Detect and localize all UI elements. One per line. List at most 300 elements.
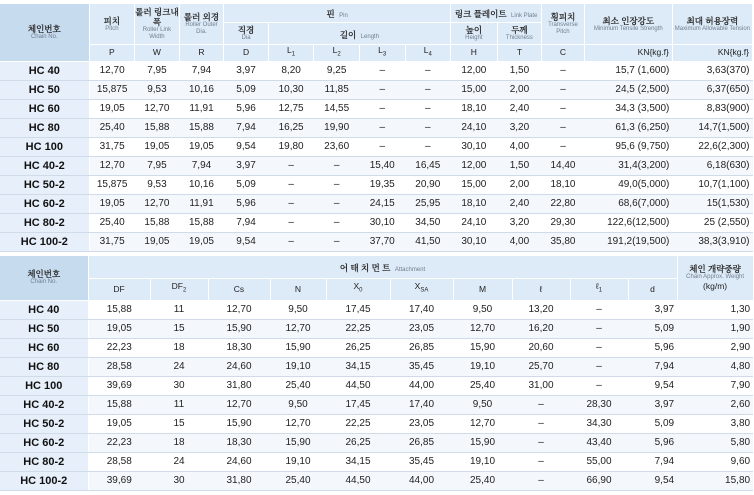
table-cell: 15,90 [208,319,270,338]
table-cell: 18 [150,433,208,452]
table-cell: – [405,137,451,156]
outer-symbol: R [179,45,224,62]
table-cell: – [314,194,360,213]
table-cell: 61,3 (6,250) [584,118,672,137]
width-header-en: Roller Link Width [142,27,172,40]
table-cell: 9,60 [677,452,753,471]
table-cell: 12,00 [451,61,498,80]
table-cell: 34,30 [570,414,628,433]
attach-header-kr: 어 태 치 먼 트 [339,262,391,273]
pin-header [224,4,451,23]
table-cell: 15,90 [453,433,512,452]
table-cell: 15,00 [451,175,498,194]
table-cell: 15,88 [179,213,224,232]
allow-header-en: Maximum Allowable Tension [674,25,751,32]
table-cell: 19,05 [88,414,150,433]
chain-no-header [0,4,89,61]
table-cell: 15,40 [359,156,405,175]
table-cell: 37,70 [359,232,405,251]
attachment-col-header [208,278,270,300]
table-cell: – [542,80,585,99]
table-cell: 19,10 [453,452,512,471]
table-cell: 15,90 [270,338,326,357]
weight-unit: (kg/m) [703,280,728,291]
table-cell: 7,95 [135,61,180,80]
chain-model-cell: HC 60 [0,338,88,357]
table-cell: 5,09 [224,80,269,99]
table-cell: – [268,232,314,251]
thick-symbol: T [497,45,542,62]
table-cell: – [359,61,405,80]
width-symbol: W [135,45,180,62]
table-cell: 18 [150,338,208,357]
table-cell: 24,10 [451,118,498,137]
table-cell: 9,54 [224,137,269,156]
table-cell: 12,70 [89,156,135,175]
attachment-col-header [570,278,628,300]
table-row [0,156,753,175]
table-cell: 25,95 [405,194,451,213]
table-cell: – [405,99,451,118]
table-cell: – [359,137,405,156]
table-cell: 12,70 [89,61,135,80]
table-cell: 3,97 [224,61,269,80]
table-cell: – [570,338,628,357]
table-cell: 35,80 [542,232,585,251]
table-cell: 30,10 [451,232,498,251]
table-row [0,175,753,194]
l1-symbol [268,45,314,62]
table-cell: 24,10 [451,213,498,232]
table-cell: 12,70 [208,395,270,414]
table-cell: 7,94 [179,61,224,80]
chain-model-cell: HC 100 [0,137,89,156]
table-cell: 49,0(5,000) [584,175,672,194]
table-cell: – [512,414,570,433]
chain-model-cell: HC 40-2 [0,156,89,175]
dimensions-table [0,4,753,252]
table-cell: 19,05 [135,232,180,251]
weight-header [677,256,753,300]
table-row [0,452,753,471]
table-cell: 38,3(3,910) [672,232,752,251]
pin-header-en: Pin [339,13,348,19]
attachment-col-header [453,278,512,300]
l4-letter: L [423,45,429,55]
table-cell: 34,15 [326,357,390,376]
table-cell: 19,10 [453,357,512,376]
table-cell: 2,40 [497,194,542,213]
table-cell: 7,90 [677,376,753,395]
table-cell: – [570,319,628,338]
table-cell: 41,50 [405,232,451,251]
height-header [451,23,498,45]
trans-header-en: Transverse Pitch [548,22,578,35]
pin-header-kr: 핀 [326,9,335,19]
l2-sub: 2 [337,51,341,58]
tensile-strength-header [584,4,672,45]
table-cell: 15,80 [677,471,753,490]
table-cell: 10,16 [179,80,224,99]
table-cell: 20,90 [405,175,451,194]
outer-dia-header [179,4,224,45]
table-cell: 24,60 [208,452,270,471]
table-cell: 9,50 [453,300,512,319]
table-cell: 4,80 [677,357,753,376]
table-cell: – [359,80,405,99]
height-symbol: H [451,45,498,62]
table-cell: 28,30 [570,395,628,414]
table-cell: 15,90 [453,338,512,357]
col-subscript: 2 [183,287,187,294]
table-cell: 3,80 [677,414,753,433]
thick-header-en: Thickness [505,35,533,41]
table-cell: 26,25 [326,433,390,452]
table-cell: 2,00 [497,175,542,194]
table-cell: 15,88 [88,395,150,414]
allow-unit: KN{kg.f} [672,45,752,62]
table-cell: 6,18(630) [672,156,752,175]
col-symbol: ℓ [539,283,543,294]
attachment-col-header [628,278,677,300]
chain-model-cell: HC 60-2 [0,433,88,452]
table-cell: 1,90 [677,319,753,338]
table-cell: 20,60 [512,338,570,357]
table-row [0,433,753,452]
l2-letter: L [332,45,338,55]
table-cell: 12,70 [270,319,326,338]
table-cell: 8,20 [268,61,314,80]
table-cell: 10,16 [179,175,224,194]
table-cell: 18,30 [208,433,270,452]
chain-model-cell: HC 60-2 [0,194,89,213]
table-cell: 34,15 [326,452,390,471]
table-cell: 122,6(12,500) [584,213,672,232]
table-cell: 19,05 [89,99,135,118]
table-cell: 14,55 [314,99,360,118]
chain-model-cell: HC 40-2 [0,395,88,414]
chain-no-header-2-kr: 체인번호 [27,269,61,280]
dia-header-en: Dia [241,35,251,41]
table-cell: 7,94 [224,118,269,137]
table-cell: 9,50 [453,395,512,414]
table-cell: 15,00 [451,80,498,99]
chain-no-header-2-en: Chain No. [30,279,58,286]
attachment-table [0,256,754,491]
col-symbol: X [414,281,421,292]
l3-letter: L [378,45,383,55]
table-cell: 19,05 [179,137,224,156]
table-cell: 23,60 [314,137,360,156]
table-cell: – [570,376,628,395]
table-cell: 13,20 [512,300,570,319]
outer-header-en: Roller Outer Dia. [185,22,218,35]
table-cell: 19,10 [270,357,326,376]
table-cell: 4,00 [497,232,542,251]
table-cell: 23,05 [390,414,453,433]
table-cell: 25,40 [270,471,326,490]
col-symbol: d [650,283,655,294]
thickness-header [497,23,542,45]
table-cell: 15 [150,414,208,433]
table-cell: – [268,194,314,213]
table-cell: 68,6(7,000) [584,194,672,213]
chain-model-cell: HC 80 [0,118,89,137]
table-cell: 7,94 [628,452,677,471]
table-cell: 15,88 [179,118,224,137]
l4-sub: 4 [428,51,432,58]
col-subscript: SA [420,287,429,294]
table-cell: 30 [150,376,208,395]
chain-model-cell: HC 40 [0,300,88,319]
table-row [0,213,753,232]
attachment-col-header [512,278,570,300]
table-cell: 35,45 [390,357,453,376]
table-cell: 5,09 [628,414,677,433]
table-cell: 17,45 [326,300,390,319]
table-cell: 17,45 [326,395,390,414]
table-cell: 16,20 [512,319,570,338]
table-row [0,232,753,251]
col-symbol: N [294,283,302,294]
table-cell: 9,53 [135,175,180,194]
table-cell: 11,85 [314,80,360,99]
table-cell: 31,80 [208,376,270,395]
table-cell: 15,88 [135,118,180,137]
col-subscript: 0 [359,287,363,294]
attachment-col-header [150,278,208,300]
table-cell: 43,40 [570,433,628,452]
height-header-en: Height [465,35,483,41]
table-cell: – [268,175,314,194]
chain-model-cell: HC 100 [0,376,88,395]
table-cell: – [542,61,585,80]
table-cell: 19,05 [179,232,224,251]
table-cell: 10,7(1,100) [672,175,752,194]
table-cell: 17,40 [390,300,453,319]
table-cell: 15,88 [88,300,150,319]
table-cell: 15,90 [270,433,326,452]
table-row [0,471,753,490]
table-cell: – [405,61,451,80]
table-cell: – [542,137,585,156]
table-cell: 31,75 [89,137,135,156]
dia-header [224,23,269,45]
chain-model-cell: HC 80-2 [0,452,88,471]
table-cell: 39,69 [88,376,150,395]
dia-symbol: D [224,45,269,62]
table-cell: 15,7 (1,600) [584,61,672,80]
chain-model-cell: HC 60 [0,99,89,118]
table-row [0,80,753,99]
table-cell: 3,20 [497,213,542,232]
table-cell: 12,70 [135,194,180,213]
chain-model-cell: HC 50-2 [0,175,89,194]
chain-model-cell: HC 80-2 [0,213,89,232]
table-cell: 10,30 [268,80,314,99]
length-header-kr: 길이 [339,29,357,40]
table-cell: 66,90 [570,471,628,490]
table-cell: 19,10 [270,452,326,471]
table-cell: 12,70 [208,300,270,319]
table-cell: 6,37(650) [672,80,752,99]
table-cell: 44,00 [390,376,453,395]
table-row [0,357,753,376]
table-cell: 22,23 [88,433,150,452]
table-cell: 24 [150,357,208,376]
table-cell: 16,45 [405,156,451,175]
table-cell: 26,25 [326,338,390,357]
table-cell: 9,50 [270,395,326,414]
table-cell: – [359,99,405,118]
length-header [268,23,450,45]
table-cell: 15,88 [135,213,180,232]
table-cell: – [314,156,360,175]
table-cell: 7,95 [135,156,180,175]
table-row [0,395,753,414]
table-cell: 19,90 [314,118,360,137]
table-cell: 1,50 [497,61,542,80]
attachment-col-header [270,278,326,300]
height-header-kr: 높이 [465,25,483,35]
col-symbol: X [353,281,360,292]
table-cell: 9,54 [224,232,269,251]
col-symbol: M [478,283,487,294]
table-cell: 12,75 [268,99,314,118]
pitch-header [89,4,135,45]
col-symbol: DF [171,281,183,292]
table-cell: 28,58 [88,357,150,376]
chain-model-cell: HC 100-2 [0,232,89,251]
table-cell: 95,6 (9,750) [584,137,672,156]
table-cell: 18,10 [542,175,585,194]
chain-no-header-2 [0,256,88,300]
allow-header-kr: 최대 허용장력 [686,15,739,26]
table-cell: 15 [150,319,208,338]
col-symbol: Cs [233,283,245,294]
table-cell: 30,10 [451,137,498,156]
col-symbol: ℓ [595,281,599,292]
allowable-tension-header [672,4,752,45]
table-cell: 3,97 [628,395,677,414]
width-header [135,4,180,45]
table-row [0,137,753,156]
dia-header-kr: 직경 [237,25,255,35]
table-row [0,300,753,319]
outer-header-kr: 롤러 외경 [183,12,220,22]
table-cell: 9,25 [314,61,360,80]
attachment-col-header [390,278,453,300]
table-cell: 2,40 [497,99,542,118]
table-cell: 19,05 [89,194,135,213]
table-cell: 26,85 [390,433,453,452]
table-cell: 5,96 [224,99,269,118]
table-cell: 15,90 [208,414,270,433]
table-cell: 9,50 [270,300,326,319]
table-row [0,99,753,118]
table-cell: 25,40 [453,471,512,490]
table-cell: 31,00 [512,376,570,395]
table-row [0,376,753,395]
table-cell: 5,09 [628,319,677,338]
table-cell: 19,80 [268,137,314,156]
table-cell: 5,96 [628,338,677,357]
trans-symbol: C [542,45,585,62]
pitch-header-kr: 피치 [103,15,121,26]
l4-symbol [405,45,451,62]
table-row [0,61,753,80]
table-cell: 34,50 [405,213,451,232]
table-cell: – [512,471,570,490]
l1-sub: 1 [291,51,296,58]
table-cell: 9,54 [628,376,677,395]
table-cell: 44,50 [326,471,390,490]
table-cell: 15(1,530) [672,194,752,213]
table-cell: – [314,232,360,251]
plate-header-en: Link Plate [511,13,538,19]
table-cell: 31,4(3,200) [584,156,672,175]
table-cell: 28,58 [88,452,150,471]
table-cell: 12,70 [270,414,326,433]
length-header-en: Length [360,33,380,40]
trans-header-kr: 횡피치 [550,12,576,22]
plate-header-kr: 링크 플레이트 [454,9,507,19]
table-cell: 1,30 [677,300,753,319]
weight-header-en: Chain Approx. Weight [686,273,745,280]
table-cell: – [570,357,628,376]
table-cell: 14,7(1,500) [672,118,752,137]
table-cell: 16,25 [268,118,314,137]
table-cell: 14,40 [542,156,585,175]
table-cell: 34,3 (3,500) [584,99,672,118]
table-cell: 17,40 [390,395,453,414]
table-cell: 2,00 [497,80,542,99]
table-cell: 18,30 [208,338,270,357]
tensile-unit: KN{kg.f} [584,45,672,62]
table-cell: 5,80 [677,433,753,452]
l3-symbol [359,45,405,62]
table-cell: 18,10 [451,99,498,118]
transverse-pitch-header [542,4,585,45]
table-cell: 22,23 [88,338,150,357]
table-cell: 7,94 [224,213,269,232]
table-cell: 24,5 (2,500) [584,80,672,99]
tensile-header-en: Minimum Tensile Strength [593,25,663,32]
table-cell: 22,25 [326,414,390,433]
table-cell: 191,2(19,500) [584,232,672,251]
table-cell: 11,91 [179,194,224,213]
table-cell: 25,70 [512,357,570,376]
table-cell: 44,50 [326,376,390,395]
table-cell: 7,94 [179,156,224,175]
thick-header-kr: 두께 [511,25,528,35]
table-cell: 22,80 [542,194,585,213]
table-cell: 9,53 [135,80,180,99]
table-cell: – [512,433,570,452]
table-cell: 24,15 [359,194,405,213]
table-row [0,118,753,137]
weight-header-kr: 체인 개략중량 [689,263,741,274]
table-cell: 5,96 [224,194,269,213]
chain-no-header-kr: 체인번호 [27,23,61,34]
table-cell: – [542,99,585,118]
chain-model-cell: HC 50 [0,319,88,338]
table-cell: 5,96 [628,433,677,452]
table-cell: 7,94 [628,357,677,376]
l1-letter: L [287,45,292,55]
table-cell: 24 [150,452,208,471]
table-cell: 23,05 [390,319,453,338]
